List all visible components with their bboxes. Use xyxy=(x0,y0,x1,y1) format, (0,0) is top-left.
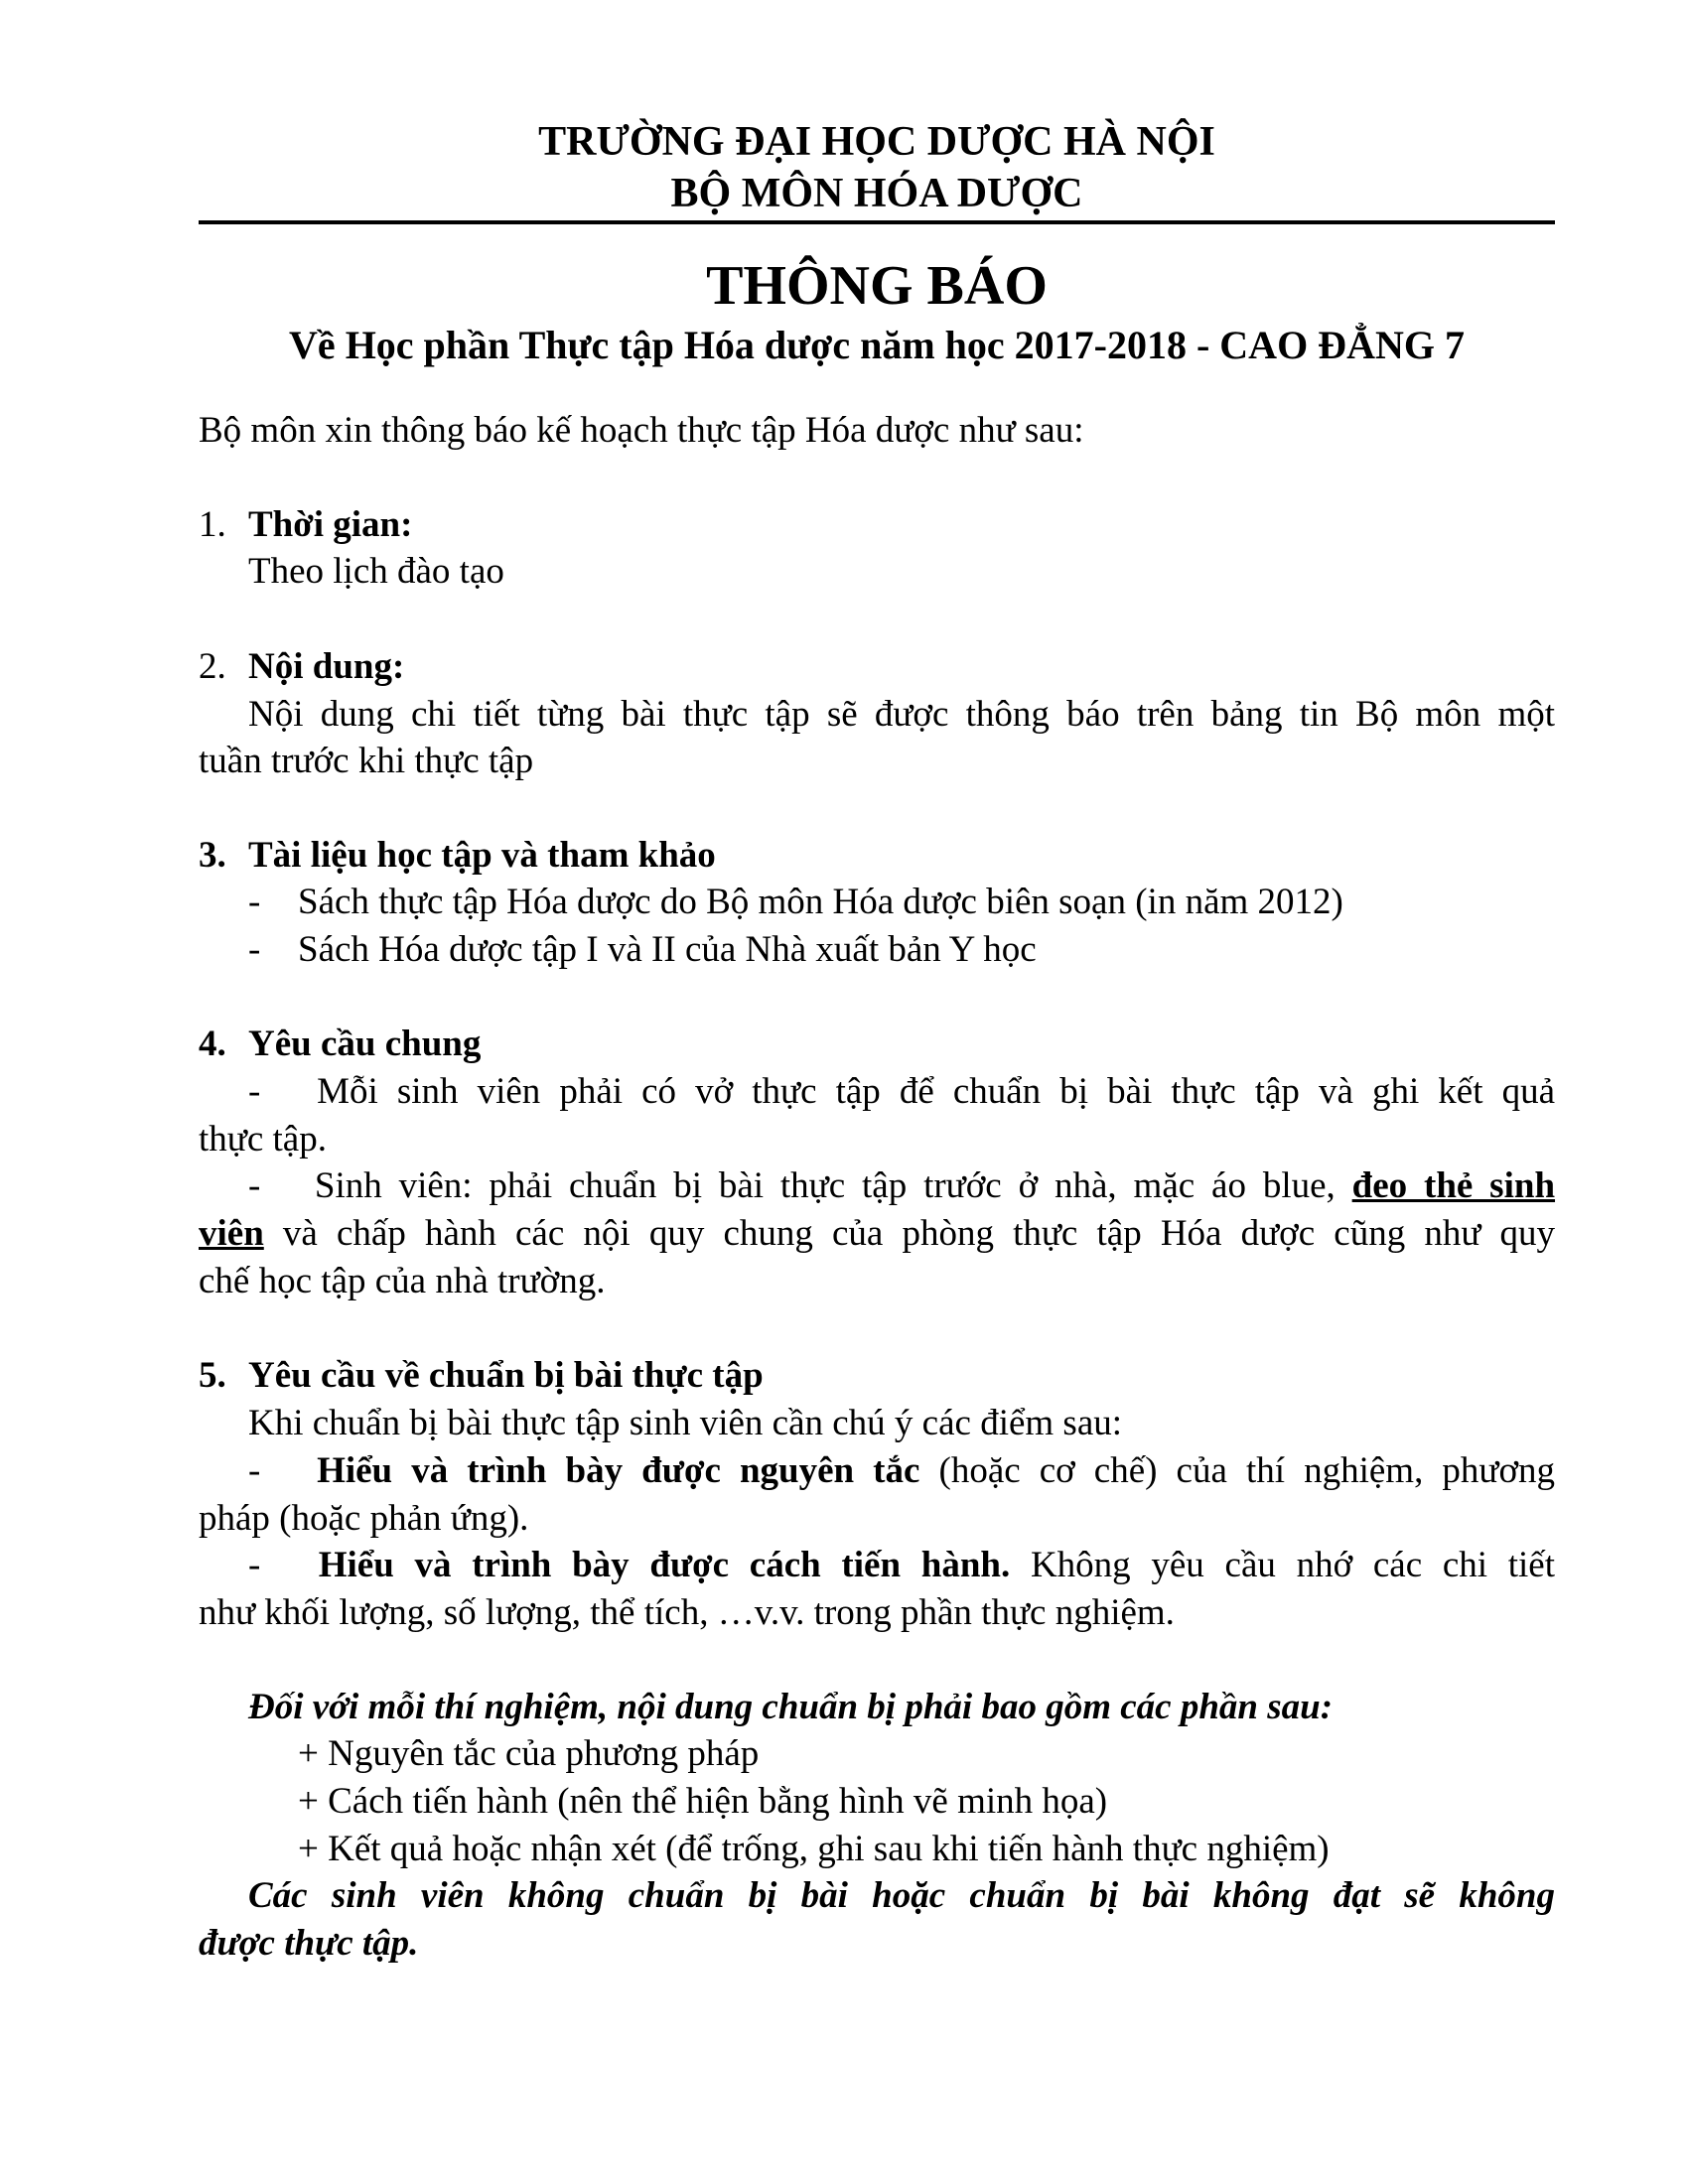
requirement-text: và chấp hành các nội quy chung của phòng thực tập Hóa dược cũng như quy xyxy=(282,1213,1556,1254)
header-divider xyxy=(199,220,1555,224)
notice-title: THÔNG BÁO xyxy=(706,255,1048,317)
list-item-text: Sách thực tập Hóa dược do Bộ môn Hóa dược biên soạn (in năm 2012) xyxy=(298,882,1343,922)
requirement-item: + Cách tiến hành (nên thể hiện bằng hình vẽ minh họa) xyxy=(298,1781,1108,1822)
section-number: 5. xyxy=(199,1355,226,1396)
dash-bullet: - xyxy=(248,1450,261,1491)
requirement-item: + Nguyên tắc của phương pháp xyxy=(298,1733,760,1774)
section-3-heading xyxy=(199,832,716,880)
dash-bullet: - xyxy=(248,1165,261,1206)
preparation-text: Không yêu cầu nhớ các chi tiết xyxy=(1030,1545,1556,1585)
document-page xyxy=(199,0,1555,2184)
section-number: 4. xyxy=(199,1024,226,1064)
requirement-line xyxy=(248,1068,1555,1116)
intro-text: Bộ môn xin thông báo kế hoạch thực tập Hóa dược như sau: xyxy=(199,410,1084,451)
school-name: TRƯỜNG ĐẠI HỌC DƯỢC HÀ NỘI xyxy=(538,119,1215,165)
section-number: 1. xyxy=(199,504,226,545)
warning-line: Các sinh viên không chuẩn bị bài hoặc chuẩn bị bài không đạt sẽ không xyxy=(248,1875,1555,1916)
dash-bullet: - xyxy=(248,929,261,970)
preparation-emphasis: Hiểu và trình bày được cách tiến hành. xyxy=(318,1545,1011,1585)
preparation-line: pháp (hoặc phản ứng). xyxy=(199,1498,529,1539)
preparation-line xyxy=(248,1447,1555,1495)
section-title: Yêu cầu về chuẩn bị bài thực tập xyxy=(248,1355,764,1396)
section-title: Nội dung: xyxy=(248,646,405,687)
notice-subtitle: Về Học phần Thực tập Hóa dược năm học 2017-2018 - CAO ĐẲNG 7 xyxy=(289,323,1465,367)
section-1-body: Theo lịch đào tạo xyxy=(248,551,504,592)
requirement-text: Mỗi sinh viên phải có vở thực tập để chuẩn bị bài thực tập và ghi kết quả xyxy=(317,1071,1556,1112)
department-name: BỘ MÔN HÓA DƯỢC xyxy=(670,171,1083,216)
list-item xyxy=(248,879,1343,926)
dash-bullet: - xyxy=(248,882,261,922)
preparation-text: (hoặc cơ chế) của thí nghiệm, phương xyxy=(938,1450,1556,1491)
preparation-emphasis: Hiểu và trình bày được nguyên tắc xyxy=(317,1450,920,1491)
section-2-body-line: tuần trước khi thực tập xyxy=(199,741,534,781)
dash-bullet: - xyxy=(248,1071,261,1112)
requirements-heading: Đối với mỗi thí nghiệm, nội dung chuẩn bị phải bao gồm các phần sau: xyxy=(248,1687,1334,1727)
warning-line: được thực tập. xyxy=(199,1923,419,1964)
preparation-line: như khối lượng, số lượng, thể tích, …v.v. trong phần thực nghiệm. xyxy=(199,1592,1175,1633)
section-5-heading xyxy=(199,1352,764,1400)
list-item-text: Sách Hóa dược tập I và II của Nhà xuất bản Y học xyxy=(298,929,1037,970)
section-2-body-line: Nội dung chi tiết từng bài thực tập sẽ được thông báo trên bảng tin Bộ môn một xyxy=(248,694,1555,735)
wear-student-card-emphasis: đeo thẻ sinh xyxy=(1351,1165,1556,1206)
section-5-lead: Khi chuẩn bị bài thực tập sinh viên cần chú ý các điểm sau: xyxy=(248,1403,1123,1443)
requirement-line xyxy=(199,1210,1555,1258)
wear-student-card-emphasis: viên xyxy=(199,1213,264,1254)
section-2-heading xyxy=(199,643,404,691)
list-item xyxy=(248,926,1037,974)
requirement-line xyxy=(248,1162,1555,1210)
section-number: 2. xyxy=(199,646,226,687)
section-1-heading xyxy=(199,501,412,549)
section-title: Thời gian: xyxy=(248,504,413,545)
requirement-text: Sinh viên: phải chuẩn bị bài thực tập trước ở nhà, mặc áo blue, xyxy=(314,1165,1336,1206)
requirement-line: thực tập. xyxy=(199,1119,327,1160)
requirement-line: chế học tập của nhà trường. xyxy=(199,1261,606,1301)
preparation-line xyxy=(248,1542,1555,1589)
requirement-item: + Kết quả hoặc nhận xét (để trống, ghi sau khi tiến hành thực nghiệm) xyxy=(298,1829,1330,1869)
section-4-heading xyxy=(199,1021,481,1068)
section-number: 3. xyxy=(199,835,226,876)
section-title: Tài liệu học tập và tham khảo xyxy=(248,835,716,876)
dash-bullet: - xyxy=(248,1545,261,1585)
section-title: Yêu cầu chung xyxy=(248,1024,482,1064)
